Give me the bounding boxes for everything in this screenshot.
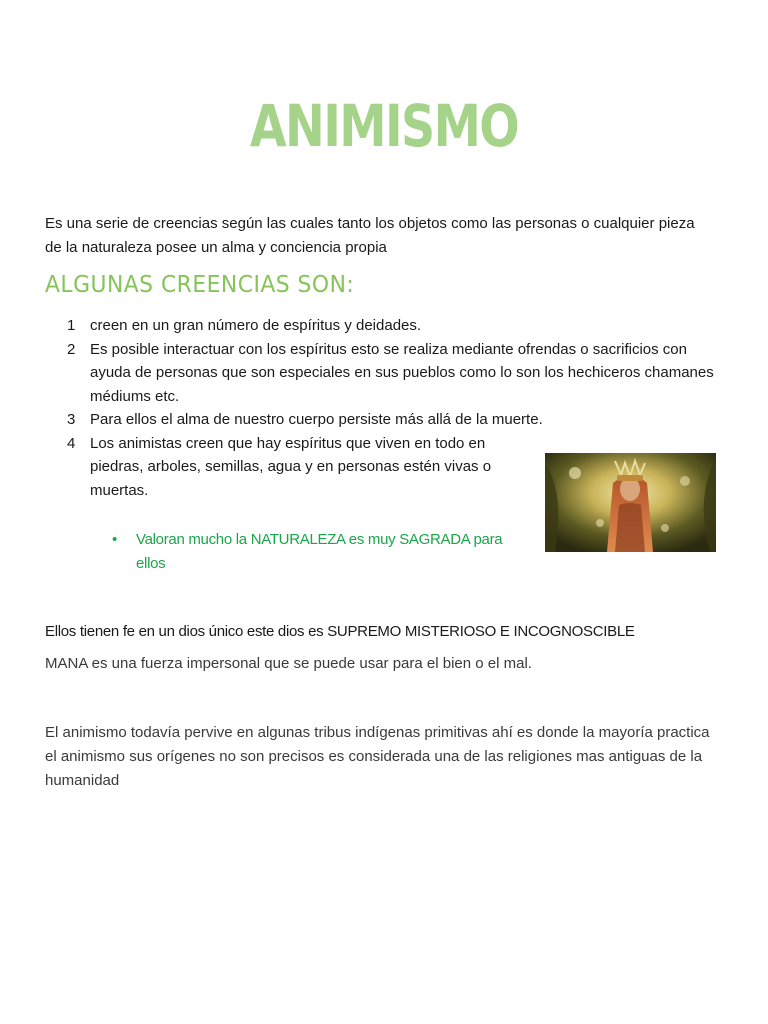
page-title: ANIMISMO <box>249 92 519 160</box>
bullet-dot-icon: • <box>112 531 117 548</box>
forest-spirit-illustration <box>545 453 716 552</box>
list-number: 1 <box>67 317 76 334</box>
section-heading: ALGUNAS CREENCIAS SON: <box>45 272 355 298</box>
list-number: 2 <box>67 340 76 358</box>
mana-paragraph: MANA es una fuerza impersonal que se puede usar para el bien o el mal. <box>45 655 532 672</box>
list-number: 4 <box>67 434 76 452</box>
faith-paragraph: Ellos tienen fe en un dios único este dios es SUPREMO MISTERIOSO E INCOGNOSCIBLE <box>45 623 635 640</box>
list-text: Los animistas creen que hay espíritus que viven en todo en piedras, arboles, semillas, agua y en personas estén vivas o muertas. <box>90 434 492 499</box>
bullet-text: Valoran mucho la NATURALEZA es muy SAGRADA para ellos <box>136 531 503 572</box>
list-text: creen en un gran número de espíritus y deidades. <box>90 317 422 334</box>
forest-spirit-image <box>545 453 716 552</box>
closing-paragraph: El animismo todavía pervive en algunas tribus indígenas primitivas ahí es donde la mayoría practica el animismo sus orígenes no son precisos es considerada una de las religiones mas antiguas de la humanidad <box>45 724 710 789</box>
list-number: 3 <box>67 411 76 428</box>
list-item <box>45 314 715 338</box>
list-text: Para ellos el alma de nuestro cuerpo persiste más allá de la muerte. <box>90 411 543 428</box>
list-item <box>45 338 715 409</box>
list-text: Es posible interactuar con los espíritus esto se realiza mediante ofrendas o sacrificios con ayuda de personas que son especiales en sus pueblos como lo son los hechiceros chamanes médiums etc. <box>90 340 714 405</box>
bullet-item <box>112 528 522 576</box>
intro-paragraph: Es una serie de creencias según las cuales tanto los objetos como las personas o cualquier pieza de la naturaleza posee un alma y conciencia propia <box>45 215 695 256</box>
list-item <box>45 408 715 432</box>
